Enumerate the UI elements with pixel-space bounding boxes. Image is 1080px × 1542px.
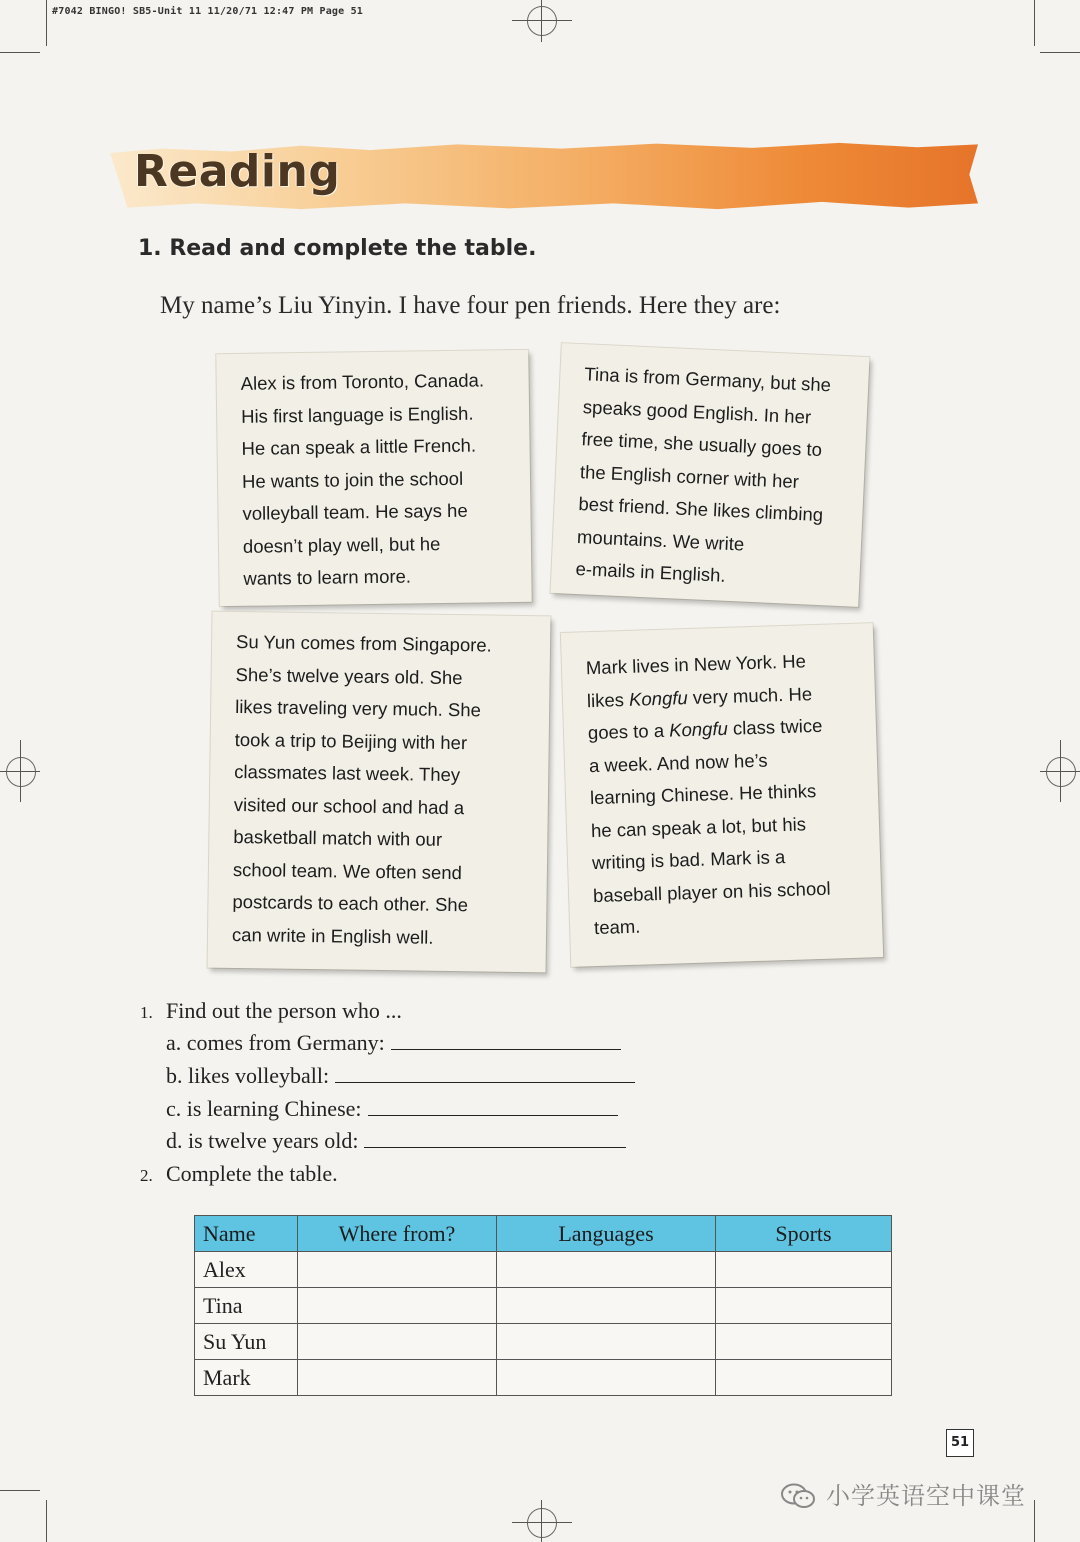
question-text: Complete the table. (166, 1161, 338, 1186)
crop-mark (20, 740, 21, 802)
pen-friends-table (194, 1215, 892, 1396)
question-text: Find out the person who ... (166, 998, 402, 1023)
answer-cell[interactable] (298, 1324, 497, 1360)
card-line: His first language is English. (240, 402, 474, 427)
crop-mark (541, 1500, 542, 1542)
answer-cell[interactable] (298, 1252, 497, 1288)
row-name-cell: Mark (195, 1360, 298, 1396)
intro-text: My name’s Liu Yinyin. I have four pen friends. Here they are: (160, 292, 781, 319)
crop-mark (512, 1522, 572, 1523)
row-name-cell: Su Yun (195, 1324, 298, 1360)
exercise-instruction: 1. Read and complete the table. (138, 236, 537, 261)
card-text: goes to a (587, 719, 670, 744)
answer-cell[interactable] (497, 1252, 716, 1288)
answer-blank[interactable] (364, 1129, 626, 1148)
card-alex (216, 350, 531, 606)
wechat-icon (780, 1482, 818, 1510)
crop-mark (0, 52, 40, 53)
crop-mark (1040, 52, 1080, 53)
card-line: best friend. She likes climbing (578, 493, 824, 526)
question-number: 1. (140, 1003, 153, 1022)
card-line: doesn’t play well, but he (242, 532, 441, 557)
question-text: b. likes volleyball: (166, 1063, 330, 1088)
crop-mark (1034, 1500, 1035, 1542)
card-tina (550, 343, 869, 607)
card-line: Mark lives in New York. He (585, 650, 807, 679)
registration-mark-icon (1046, 757, 1076, 787)
answer-cell[interactable] (497, 1360, 716, 1396)
card-line: Alex is from Toronto, Canada. (240, 369, 485, 394)
card-line: postcards to each other. She (232, 890, 469, 916)
question-number: 2. (140, 1166, 153, 1185)
card-line: likes traveling very much. She (235, 695, 482, 721)
page-number: 51 (946, 1429, 974, 1457)
card-line: can write in English well. (231, 923, 434, 948)
crop-mark (1034, 0, 1035, 46)
card-text: class twice (727, 714, 823, 739)
question-2 (140, 1161, 338, 1187)
section-title: Reading (134, 146, 341, 197)
answer-cell[interactable] (716, 1324, 892, 1360)
answer-cell[interactable] (298, 1288, 497, 1324)
card-line: speaks good English. In her (582, 395, 812, 428)
answer-blank[interactable] (368, 1097, 618, 1116)
crop-mark (46, 0, 47, 46)
answer-cell[interactable] (497, 1288, 716, 1324)
table-row (195, 1252, 892, 1288)
card-line: school team. We often send (232, 858, 463, 883)
card-line: team. (593, 915, 641, 939)
question-text: c. is learning Chinese: (166, 1096, 362, 1121)
column-header-name: Name (195, 1216, 298, 1252)
question-text: a. comes from Germany: (166, 1030, 385, 1055)
registration-mark-icon (6, 757, 36, 787)
card-line: learning Chinese. He thinks (589, 780, 817, 809)
card-line: a week. And now he’s (588, 749, 768, 776)
table-row (195, 1360, 892, 1396)
row-name-cell: Alex (195, 1252, 298, 1288)
crop-mark (0, 1490, 40, 1491)
card-line: He can speak a little French. (241, 434, 477, 459)
card-text: very much. He (687, 682, 813, 708)
answer-cell[interactable] (716, 1288, 892, 1324)
card-line: took a trip to Beijing with her (234, 728, 468, 753)
card-line: mountains. We write (576, 525, 745, 555)
answer-cell[interactable] (716, 1252, 892, 1288)
question-1b (166, 1063, 635, 1089)
card-line: volleyball team. He says he (242, 499, 468, 524)
question-1d (166, 1128, 626, 1154)
card-mark (561, 623, 883, 967)
column-header-languages: Languages (497, 1216, 716, 1252)
card-line: classmates last week. They (234, 760, 461, 786)
card-italic: Kongfu (628, 686, 689, 710)
table-header-row (195, 1216, 892, 1252)
card-line: the English corner with her (579, 460, 800, 492)
print-slug: #7042 BINGO! SB5-Unit 11 11/20/71 12:47 PM Page 51 (52, 6, 364, 17)
answer-cell[interactable] (497, 1324, 716, 1360)
card-line: basketball match with our (233, 825, 443, 850)
question-1 (140, 998, 402, 1024)
registration-mark-icon (527, 6, 557, 36)
row-name-cell: Tina (195, 1288, 298, 1324)
card-italic: Kongfu (668, 717, 729, 741)
watermark-text: 小学英语空中课堂 (826, 1482, 1026, 1510)
card-line: He wants to join the school (241, 467, 464, 492)
card-line: wants to learn more. (243, 565, 412, 589)
answer-blank[interactable] (391, 1031, 621, 1050)
card-line: writing is bad. Mark is a (591, 846, 786, 874)
crop-mark (1060, 740, 1061, 802)
card-su-yun (208, 612, 551, 973)
answer-cell[interactable] (298, 1360, 497, 1396)
card-line: e-mails in English. (575, 558, 727, 586)
answer-blank[interactable] (335, 1064, 635, 1083)
card-line: free time, she usually goes to (581, 428, 823, 461)
question-text: d. is twelve years old: (166, 1128, 359, 1153)
card-line: Tina is from Germany, but she (583, 363, 832, 396)
column-header-sports: Sports (716, 1216, 892, 1252)
table-row (195, 1324, 892, 1360)
registration-mark-icon (527, 1508, 557, 1538)
card-line: visited our school and had a (233, 793, 465, 818)
crop-mark (512, 20, 572, 21)
question-1a (166, 1030, 621, 1056)
card-text: likes (586, 688, 630, 711)
question-1c (166, 1096, 618, 1122)
crop-mark (541, 0, 542, 42)
card-line: he can speak a lot, but his (590, 812, 807, 841)
crop-mark (46, 1500, 47, 1542)
column-header-where-from: Where from? (298, 1216, 497, 1252)
card-line: Su Yun comes from Singapore. (235, 630, 492, 656)
card-line: She’s twelve years old. She (235, 663, 463, 688)
table-row (195, 1288, 892, 1324)
answer-cell[interactable] (716, 1360, 892, 1396)
card-line: baseball player on his school (592, 877, 831, 906)
